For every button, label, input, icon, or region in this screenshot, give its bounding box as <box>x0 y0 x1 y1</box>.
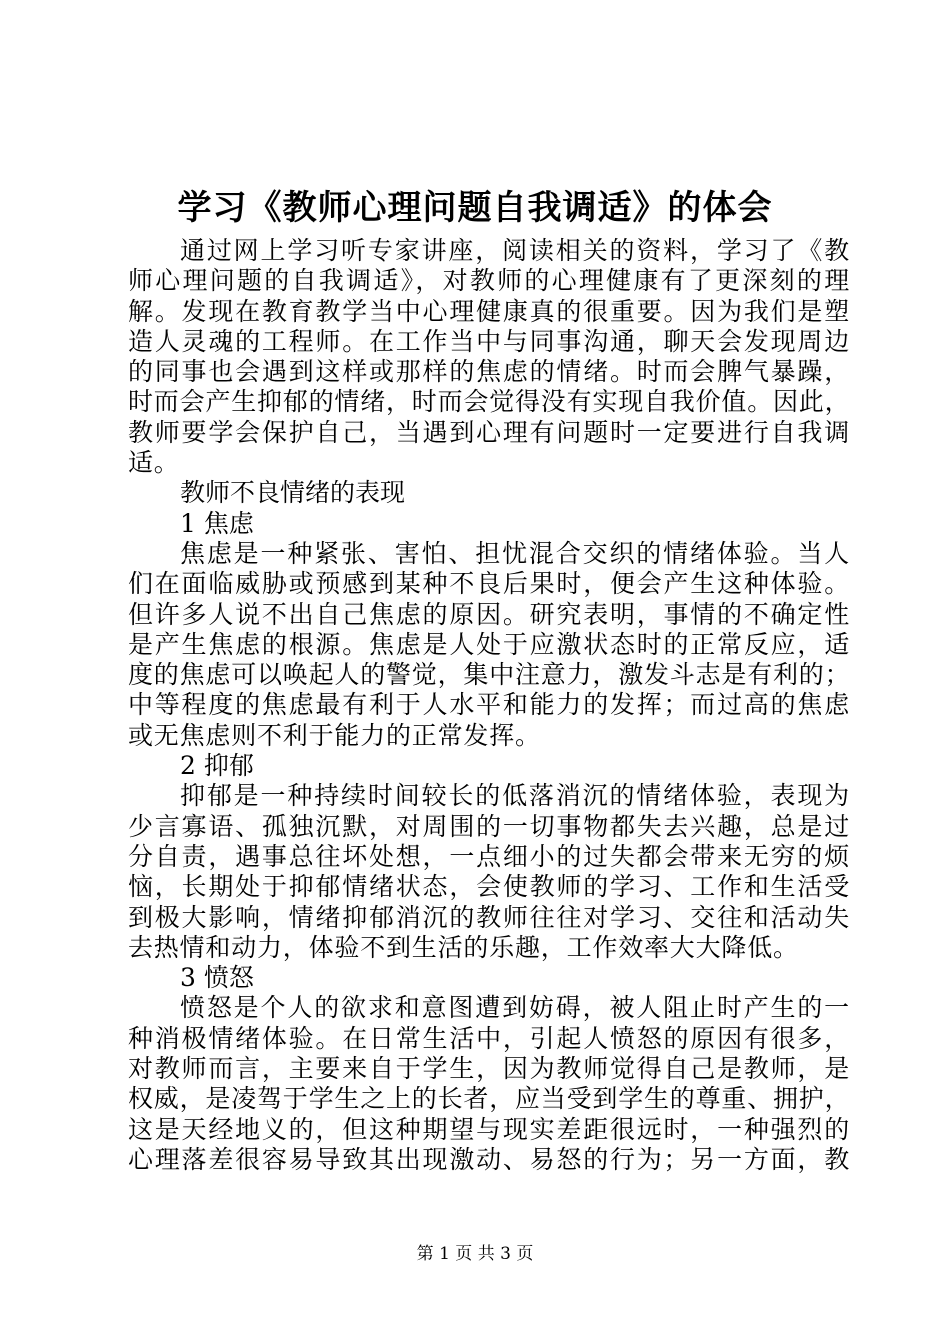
intro-paragraph <box>128 236 850 478</box>
paragraph-line: 适。 <box>128 448 180 478</box>
paragraph-line: 心理落差很容易导致其出现激动、易怒的行为；另一方面，教 <box>128 1144 850 1174</box>
item-paragraph-anxiety <box>128 539 850 751</box>
paragraph-line: 造人灵魂的工程师。在工作当中与同事沟通，聊天会发现周边 <box>128 326 850 356</box>
paragraph-line: 但许多人说不出自己焦虑的原因。研究表明，事情的不确定性 <box>128 599 850 629</box>
paragraph-line: 中等程度的焦虑最有利于人水平和能力的发挥；而过高的焦虑 <box>128 690 850 720</box>
paragraph-line: 愤怒是个人的欲求和意图遭到妨碍，被人阻止时产生的一 <box>180 993 850 1023</box>
item-paragraph-anger <box>128 993 850 1175</box>
paragraph-line: 或无焦虑则不利于能力的正常发挥。 <box>128 720 541 750</box>
item-heading-anxiety: 1 焦虑 <box>180 508 254 538</box>
paragraph-line: 去热情和动力，体验不到生活的乐趣，工作效率大大降低。 <box>128 932 799 962</box>
paragraph-line: 焦虑是一种紧张、害怕、担忧混合交织的情绪体验。当人 <box>180 538 850 568</box>
paragraph-line: 的同事也会遇到这样或那样的焦虑的情绪。时而会脾气暴躁， <box>128 357 850 387</box>
paragraph-line: 种消极情绪体验。在日常生活中，引起人愤怒的原因有很多， <box>128 1023 850 1053</box>
item-paragraph-depression <box>128 781 850 963</box>
item-heading-anger: 3 愤怒 <box>180 963 254 993</box>
page-footer: 第 1 页 共 3 页 <box>416 1244 534 1264</box>
paragraph-line: 时而会产生抑郁的情绪，时而会觉得没有实现自我价值。因此， <box>128 387 851 417</box>
paragraph-line: 分自责，遇事总往坏处想，一点细小的过失都会带来无穷的烦 <box>128 841 850 871</box>
paragraph-line: 是产生焦虑的根源。焦虑是人处于应激状态时的正常反应，适 <box>128 629 850 659</box>
paragraph-line: 抑郁是一种持续时间较长的低落消沉的情绪体验，表现为 <box>180 781 850 811</box>
paragraph-line: 恼，长期处于抑郁情绪状态，会使教师的学习、工作和生活受 <box>128 872 850 902</box>
paragraph-line: 师心理问题的自我调适》，对教师的心理健康有了更深刻的理 <box>128 266 850 296</box>
paragraph-line: 教师要学会保护自己，当遇到心理有问题时一定要进行自我调 <box>128 417 850 447</box>
paragraph-line: 们在面临威胁或预感到某种不良后果时，便会产生这种体验。 <box>128 569 850 599</box>
document-body <box>128 236 850 1175</box>
section-heading: 教师不良情绪的表现 <box>180 478 406 508</box>
paragraph-line: 到极大影响，情绪抑郁消沉的教师往往对学习、交往和活动失 <box>128 902 850 932</box>
paragraph-line: 对教师而言，主要来自于学生，因为教师觉得自己是教师，是 <box>128 1054 850 1084</box>
paragraph-line: 这是天经地义的，但这种期望与现实差距很远时，一种强烈的 <box>128 1114 850 1144</box>
paragraph-line: 少言寡语、孤独沉默，对周围的一切事物都失去兴趣，总是过 <box>128 811 850 841</box>
item-heading-depression: 2 抑郁 <box>180 751 254 781</box>
paragraph-line: 权威，是凌驾于学生之上的长者，应当受到学生的尊重、拥护， <box>128 1084 851 1114</box>
document-title: 学习《教师心理问题自我调适》的体会 <box>177 188 773 228</box>
paragraph-line: 通过网上学习听专家讲座，阅读相关的资料，学习了《教 <box>180 236 850 265</box>
paragraph-line: 解。发现在教育教学当中心理健康真的很重要。因为我们是塑 <box>128 296 850 326</box>
paragraph-line: 度的焦虑可以唤起人的警觉，集中注意力，激发斗志是有利的； <box>128 660 851 690</box>
